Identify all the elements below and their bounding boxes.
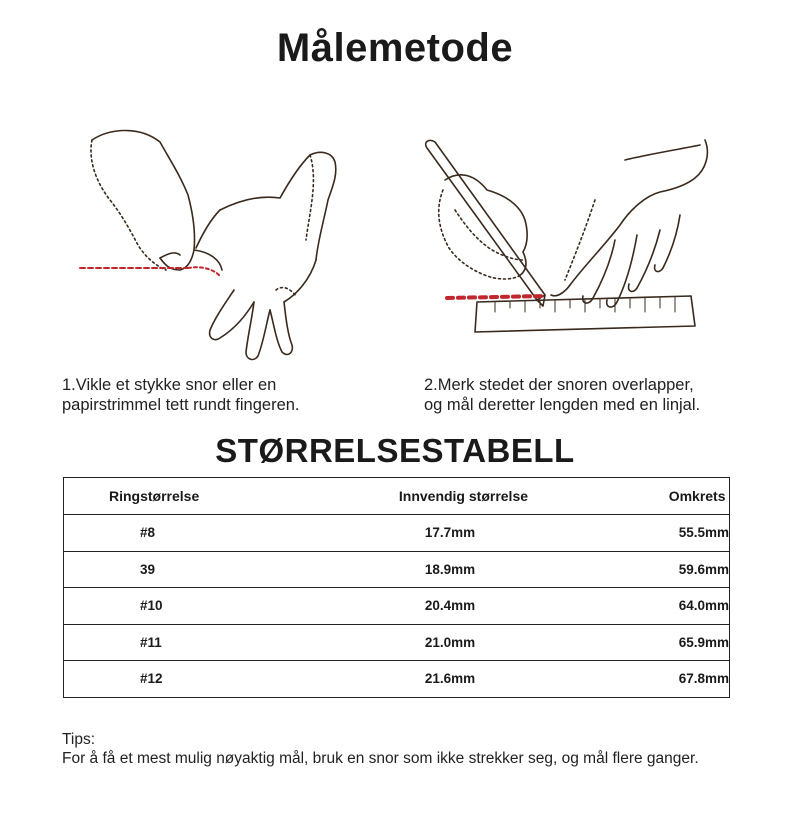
table-row xyxy=(64,515,730,552)
step-1-text xyxy=(62,375,382,415)
step-2-line-1: 2.Merk stedet der snoren overlapper, xyxy=(424,376,694,394)
step-1-line-1: 1.Vikle et stykke snor eller en xyxy=(62,376,277,394)
table-row xyxy=(64,624,730,661)
cell-inner-size: 21.6mm xyxy=(339,661,624,698)
cell-inner-size: 20.4mm xyxy=(339,588,624,625)
cell-ring-size: 39 xyxy=(64,551,339,588)
header-ring-size: Ringstørrelse xyxy=(64,478,339,515)
tips-label: Tips: xyxy=(62,731,96,748)
table-row xyxy=(64,551,730,588)
cell-circumference: 65.9mm xyxy=(624,624,730,661)
cell-circumference: 67.8mm xyxy=(624,661,730,698)
cell-circumference: 59.6mm xyxy=(624,551,730,588)
cell-ring-size: #10 xyxy=(64,588,339,625)
tips-section xyxy=(62,730,699,768)
table-row xyxy=(64,588,730,625)
table-header-row xyxy=(64,478,730,515)
step-1-line-2: papirstrimmel tett rundt fingeren. xyxy=(62,396,300,414)
cell-inner-size: 18.9mm xyxy=(339,551,624,588)
cell-inner-size: 17.7mm xyxy=(339,515,624,552)
table-row xyxy=(64,661,730,698)
cell-inner-size: 21.0mm xyxy=(339,624,624,661)
cell-ring-size: #8 xyxy=(64,515,339,552)
cell-circumference: 64.0mm xyxy=(624,588,730,625)
cell-ring-size: #12 xyxy=(64,661,339,698)
tips-text: For å få et mest mulig nøyaktig mål, bruk en snor som ikke strekker seg, og mål flere ganger. xyxy=(62,750,699,767)
header-circumference: Omkrets xyxy=(624,478,730,515)
wrap-finger-illustration xyxy=(70,120,370,370)
header-inner-size: Innvendig størrelse xyxy=(339,478,624,515)
step-2-line-2: og mål deretter lengden med en linjal. xyxy=(424,396,701,414)
cell-ring-size: #11 xyxy=(64,624,339,661)
cell-circumference: 55.5mm xyxy=(624,515,730,552)
step-2-text xyxy=(424,375,764,415)
page-title: Målemetode xyxy=(276,26,514,70)
size-table xyxy=(63,477,730,698)
measure-ruler-illustration xyxy=(415,120,715,370)
size-table-title: STØRRELSESTABELL xyxy=(215,432,575,469)
